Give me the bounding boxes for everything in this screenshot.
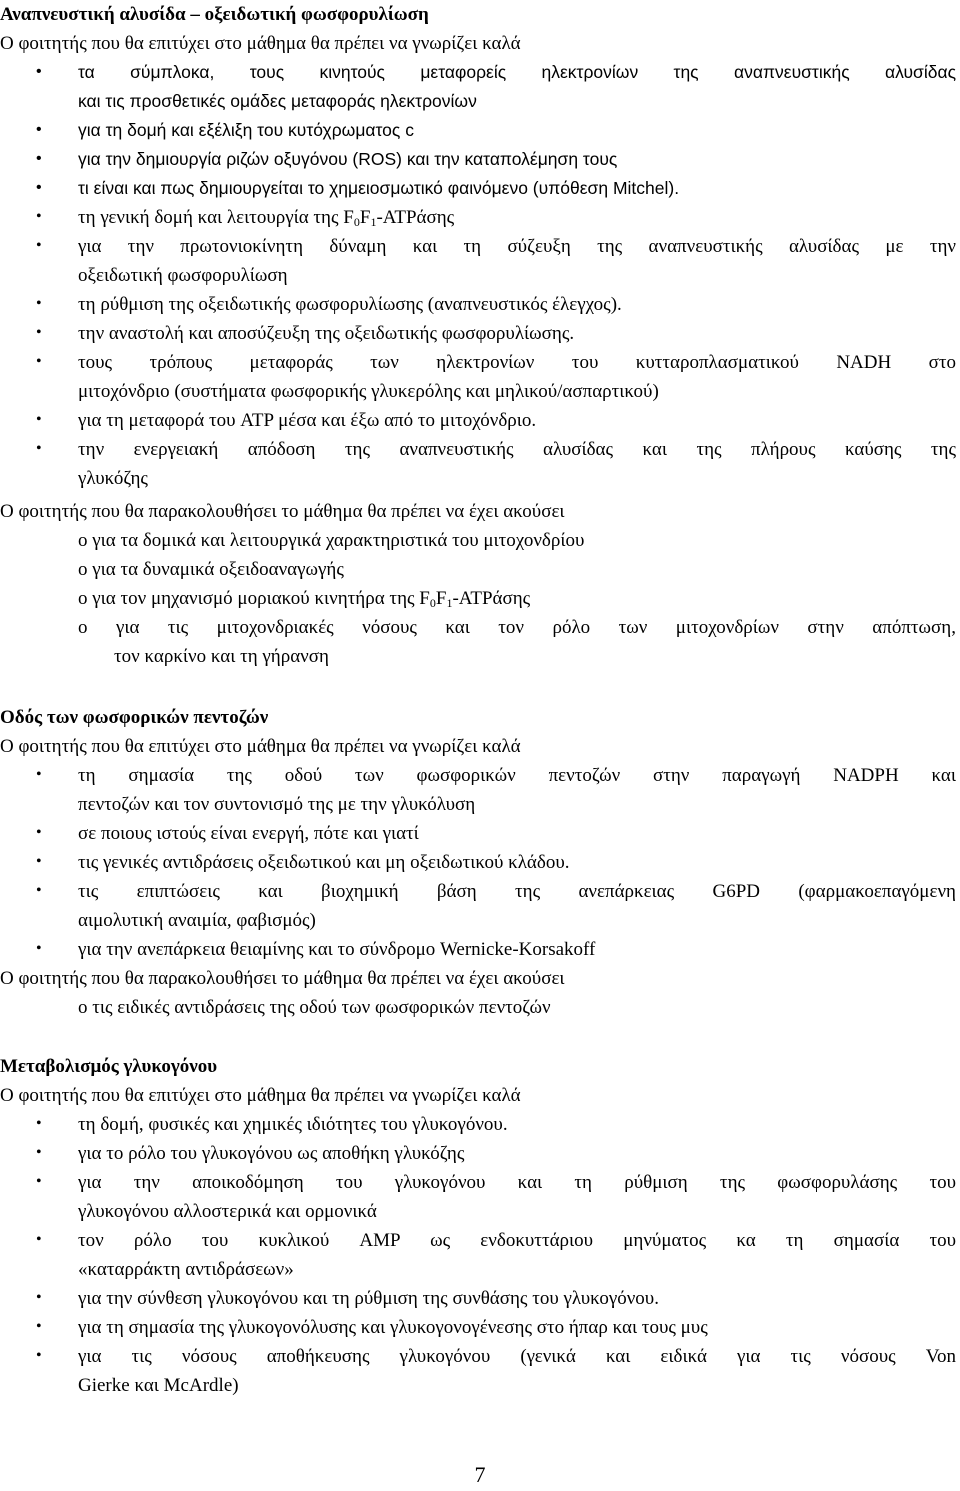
list-item (0, 848, 960, 877)
list-item-text: για τη σημασία της γλυκογονόλυσης και γλυκογονογένεσης στο ήπαρ και τους μυς (78, 1317, 708, 1338)
list-item (0, 877, 960, 906)
learn-intro (0, 732, 960, 761)
learn-intro-text: Ο φοιτητής που θα επιτύχει στο μάθημα θα πρέπει να γνωρίζει καλά (0, 736, 521, 757)
learn-intro-text: Ο φοιτητής που θα επιτύχει στο μάθημα θα πρέπει να γνωρίζει καλά (0, 1085, 521, 1106)
list-item (0, 1342, 960, 1371)
section-title-text: Μεταβολισμός γλυκογόνου (0, 1056, 218, 1077)
bullet-icon: • (36, 324, 42, 341)
list-item-continuation (0, 790, 960, 819)
bullet-icon: • (36, 353, 42, 370)
sub-list-item-text: o για τα δομικά και λειτουργικά χαρακτηριστικά του μιτοχονδρίου (78, 530, 585, 551)
section-title (0, 703, 960, 732)
bullet-icon: • (36, 1144, 42, 1161)
list-item (0, 348, 960, 377)
list-item (0, 1313, 960, 1342)
learn-intro (0, 1081, 960, 1110)
list-item-text: σε ποιους ιστούς είναι ενεργή, πότε και γιατί (78, 823, 419, 844)
hear-intro-text: Ο φοιτητής που θα παρακολουθήσει το μάθημα θα πρέπει να έχει ακούσει (0, 501, 565, 522)
list-item (0, 145, 960, 174)
list-item-text: «καταρράκτη αντιδράσεων» (78, 1259, 294, 1280)
sub-list-item (0, 555, 960, 584)
learn-intro (0, 29, 960, 58)
list-item-continuation (0, 1371, 960, 1400)
list-item-text: τη δομή, φυσικές και χημικές ιδιότητες του γλυκογόνου. (78, 1114, 508, 1135)
list-item-text: γλυκογόνου αλλοστερικά και ορμονικά (78, 1201, 377, 1222)
bullet-icon: • (36, 1318, 42, 1335)
list-item-text: οξειδωτική φωσφορυλίωση (78, 265, 288, 286)
list-item-text: τα σύμπλοκα, τους κινητούς μεταφορείς ηλεκτρονίων της αναπνευστικής αλυσίδας (78, 62, 956, 82)
hear-intro (0, 964, 960, 993)
sub-list-item-text: τον καρκίνο και τη γήρανση (114, 646, 329, 667)
list-item-text: την αναστολή και αποσύζευξη της οξειδωτικής φωσφορυλίωσης. (78, 323, 575, 344)
list-item (0, 1226, 960, 1255)
list-item (0, 435, 960, 464)
list-item-text: για τη μεταφορά του ATP μέσα και έξω από το μιτοχόνδριο. (78, 410, 537, 431)
list-item (0, 406, 960, 435)
list-item-text: τις γενικές αντιδράσεις οξειδωτικού και μη οξειδωτικού κλάδου. (78, 852, 570, 873)
list-item-text: τη σημασία της οδού των φωσφορικών πεντοζών στην παραγωγή NADPH και (78, 765, 956, 786)
list-item (0, 319, 960, 348)
list-item (0, 232, 960, 261)
list-item-text: για την πρωτονιοκίνητη δύναμη και τη σύζευξη της αναπνευστικής αλυσίδας με την (78, 236, 956, 257)
list-item-text: για την σύνθεση γλυκογόνου και τη ρύθμιση της συνθάσης του γλυκογόνου. (78, 1288, 659, 1309)
bullet-icon: • (36, 1173, 42, 1190)
list-item-text: την ενεργειακή απόδοση της αναπνευστικής αλυσίδας και της πλήρους καύσης της (78, 439, 956, 460)
list-item-text: και τις προσθετικές ομάδες μεταφοράς ηλεκτρονίων (78, 91, 477, 111)
sub-list-item-text: o τις ειδικές αντιδράσεις της οδού των φωσφορικών πεντοζών (78, 997, 551, 1018)
list-item (0, 819, 960, 848)
list-item-text: Gierke και McArdle) (78, 1375, 239, 1396)
list-item (0, 935, 960, 964)
sub-list-item (0, 526, 960, 555)
section-title-text: Οδός των φωσφορικών πεντοζών (0, 707, 269, 728)
list-item (0, 761, 960, 790)
sub-list-item (0, 584, 960, 613)
sub-list-item-continuation (0, 642, 960, 671)
section-title (0, 0, 960, 29)
bullet-icon: • (36, 179, 42, 196)
bullet-icon: • (36, 882, 42, 899)
sub-list-item-text: o για τον μηχανισμό μοριακού κινητήρα της $F_0F_1$-ATPάσης (78, 588, 531, 610)
bullet-icon: • (36, 121, 42, 138)
list-item (0, 58, 960, 87)
list-item-continuation (0, 1255, 960, 1284)
hear-intro (0, 497, 960, 526)
bullet-icon: • (36, 766, 42, 783)
list-item-continuation (0, 1197, 960, 1226)
sub-list-item (0, 993, 960, 1022)
list-item-text: τι είναι και πως δημιουργείται το χημειοσμωτικό φαινόμενο (υπόθεση Mitchel). (78, 178, 680, 198)
list-item-text: για την δημιουργία ριζών οξυγόνου (ROS) και την καταπολέμηση τους (78, 149, 618, 169)
bullet-icon: • (36, 1115, 42, 1132)
list-item-continuation (0, 87, 960, 116)
bullet-icon: • (36, 208, 42, 225)
list-item (0, 1168, 960, 1197)
hear-intro-text: Ο φοιτητής που θα παρακολουθήσει το μάθημα θα πρέπει να έχει ακούσει (0, 968, 565, 989)
list-item-text: τον ρόλο του κυκλικού AMP ως ενδοκυττάριου μηνύματος κα τη σημασία του (78, 1230, 956, 1251)
list-item-continuation (0, 464, 960, 493)
list-item (0, 1110, 960, 1139)
learn-intro-text: Ο φοιτητής που θα επιτύχει στο μάθημα θα πρέπει να γνωρίζει καλά (0, 33, 521, 54)
list-item-continuation (0, 377, 960, 406)
list-item (0, 116, 960, 145)
bullet-icon: • (36, 940, 42, 957)
bullet-icon: • (36, 824, 42, 841)
list-item-text: τη ρύθμιση της οξειδωτικής φωσφορυλίωσης (αναπνευστικός έλεγχος). (78, 294, 622, 315)
list-item-text: για την ανεπάρκεια θειαμίνης και το σύνδρομο Wernicke-Korsakoff (78, 939, 596, 960)
list-item (0, 174, 960, 203)
bullet-icon: • (36, 440, 42, 457)
list-item (0, 203, 960, 232)
list-item-text: για τη δομή και εξέλιξη του κυτόχρωματος c (78, 120, 414, 140)
list-item-text: για τις νόσους αποθήκευσης γλυκογόνου (γενικά και ειδικά για τις νόσους Von (78, 1346, 956, 1367)
bullet-icon: • (36, 150, 42, 167)
bullet-icon: • (36, 237, 42, 254)
bullet-icon: • (36, 1231, 42, 1248)
bullet-icon: • (36, 63, 42, 80)
bullet-icon: • (36, 411, 42, 428)
list-item-continuation (0, 261, 960, 290)
bullet-icon: • (36, 1289, 42, 1306)
list-item-text: μιτοχόνδριο (συστήματα φωσφορικής γλυκερόλης και μηλικού/ασπαρτικού) (78, 381, 659, 402)
bullet-icon: • (36, 1347, 42, 1364)
list-item-text: γλυκόζης (78, 468, 148, 489)
bullet-icon: • (36, 295, 42, 312)
list-item-text: τους τρόπους μεταφοράς των ηλεκτρονίων του κυτταροπλασματικού NADH στο (78, 352, 956, 373)
list-item-text: πεντοζών και τον συντονισμό της με την γλυκόλυση (78, 794, 476, 815)
bullet-icon: • (36, 853, 42, 870)
sub-list-item-text: o για τα δυναμικά οξειδοαναγωγής (78, 559, 344, 580)
list-item-text: για την αποικοδόμηση του γλυκογόνου και τη ρύθμιση της φωσφορυλάσης του (78, 1172, 956, 1193)
section-title-text: Αναπνευστική αλυσίδα – οξειδωτική φωσφορυλίωση (0, 4, 429, 25)
sub-list-item (0, 613, 960, 642)
list-item (0, 1139, 960, 1168)
section-title (0, 1052, 960, 1081)
list-item-continuation (0, 906, 960, 935)
list-item-text: αιμολυτική αναιμία, φαβισμός) (78, 910, 316, 931)
sub-list-item-text: o για τις μιτοχονδριακές νόσους και τον ρόλο των μιτοχονδρίων στην απόπτωση, (78, 617, 956, 638)
list-item-text: τη γενική δομή και λειτουργία της $F_0F_1$-ATPάσης (78, 207, 455, 229)
list-item (0, 1284, 960, 1313)
page-number: 7 (474, 1462, 486, 1487)
list-item-text: για το ρόλο του γλυκογόνου ως αποθήκη γλυκόζης (78, 1143, 465, 1164)
list-item (0, 290, 960, 319)
list-item-text: τις επιπτώσεις και βιοχημική βάση της ανεπάρκειας G6PD (φαρμακοεπαγόμενη (78, 881, 956, 902)
